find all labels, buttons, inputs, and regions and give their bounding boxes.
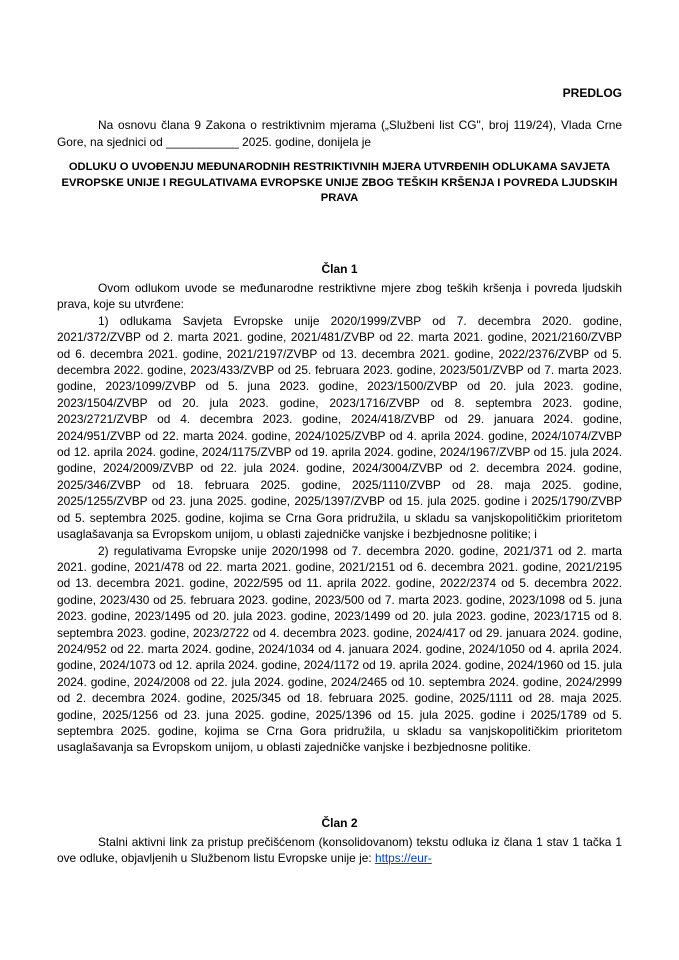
clan-2-body [57, 834, 622, 867]
clan-1-body [57, 280, 622, 756]
clan-1-item-1: 1) odlukama Savjeta Evropske unije 2020/1999/ZVBP od 7. decembra 2020. godine, 2021/372/ZVBP od 2. marta 2021. godine, 2021/481/ZVBP od 22. marta 2021. godine, 2021/2160/ZVBP od 6. decembra 2021. godine, 2021/2197/ZVBP od 13. decembra 2021. godine, 2022/2376/ZVBP od 5. decembra 2022. godine, 2023/433/ZVBP od 25. februara 2023. godine, 2023/501/ZVBP od 7. marta 2023. godine, 2023/1099/ZVBP od 5. juna 2023. godine, 2023/1500/ZVBP od 20. jula 2023. godine, 2023/1504/ZVBP od 20. jula 2023. godine, 2023/1716/ZVBP od 8. septembra 2023. godine, 2023/2721/ZVBP od 4. decembra 2023. godine, 2024/418/ZVBP od 29. januara 2024. godine, 2024/951/ZVBP od 22. marta 2024. godine, 2024/1025/ZVBP od 4. aprila 2024. godine, 2024/1074/ZVBP od 12. aprila 2024. godine, 2024/1175/ZVBP od 19. aprila 2024. godine, 2024/1967/ZVBP od 15. jula 2024. godine, 2024/2009/ZVBP od 22. jula 2024. godine, 2024/3004/ZVBP od 2. decembra 2024. godine, 2025/346/ZVBP od 18. februara 2025. godine, 2025/1110/ZVBP od 28. maja 2025. godine, 2025/1255/ZVBP od 23. juna 2025. godine, 2025/1397/ZVBP od 15. jula 2025. godine i 2025/1790/ZVBP od 5. septembra 2025. godine, kojima se Crna Gora pridružila, u skladu sa vanjskopolitičkim prioritetom usaglašavanja sa Evropskom unijom, u oblasti zajedničke vanjske i bezbjednosne politike; i [57, 313, 622, 542]
clan-1-intro: Ovom odlukom uvode se međunarodne restriktivne mjere zbog teških kršenja i povreda ljudskih prava, koje su utvrđene: [57, 281, 622, 312]
predlog-label: PREDLOG [562, 86, 622, 100]
eur-lex-link[interactable]: https://eur- [374, 851, 432, 866]
clan-2-heading: Član 2 [321, 816, 358, 830]
clan-1-heading: Član 1 [321, 262, 358, 276]
clan-2-text-content: Stalni aktivni link za pristup prečišćenom (konsolidovanom) tekstu odluka iz člana 1 stav 1 tačka 1 ove odluke, objavljenih u Službenom listu Evropske unije je: [57, 835, 622, 866]
clan-2-text [57, 834, 622, 867]
clan-1-item-2: 2) regulativama Evropske unije 2020/1998 od 7. decembra 2020. godine, 2021/371 od 2. marta 2021. godine, 2021/478 od 22. marta 2021. godine, 2021/2151 od 6. decembra 2021. godine, 2021/2195 od 13. decembra 2021. godine, 2022/595 od 11. aprila 2022. godine, 2022/2374 od 5. decembra 2022. godine, 2023/430 od 25. februara 2023. godine, 2023/500 od 7. marta 2023. godine, 2023/1098 od 5. juna 2023. godine, 2023/1495 od 20. jula 2023. godine, 2023/1499 od 20. jula 2023. godine, 2023/1715 od 8. septembra 2023. godine, 2023/2722 od 4. decembra 2023. godine, 2024/417 od 29. januara 2024. godine, 2024/952 od 22. marta 2024. godine, 2024/1034 od 4. januara 2024. godine, 2024/1050 od 4. aprila 2024. godine, 2024/1073 od 12. aprila 2024. godine, 2024/1172 od 19. aprila 2024. godine, 2024/1960 od 15. jula 2024. godine, 2024/2008 od 22. jula 2024. godine, 2024/2465 od 10. septembra 2024. godine, 2024/2999 od 2. decembra 2024. godine, 2025/345 od 18. februara 2025. godine, 2025/1111 od 28. maja 2025. godine, 2025/1256 od 23. juna 2025. godine, 2025/1396 od 15. jula 2025. godine i 2025/1789 od 5. septembra 2025. godine, kojima se Crna Gora pridružila, u skladu sa vanjskopolitičkim prioritetom usaglašavanja sa Evropskom unijom, u oblasti zajedničke vanjske i bezbjednosne politike. [57, 543, 622, 755]
decision-title: ODLUKU O UVOĐENJU MEĐUNARODNIH RESTRIKTIVNIH MJERA UTVRĐENIH ODLUKAMA SAVJETA EVROPSKE UNIJE I REGULATIVAMA EVROPSKE UNIJE ZBOG TEŠKIH KRŠENJA I POVREDA LJUDSKIH PRAVA [61, 161, 618, 204]
preamble-text: Na osnovu člana 9 Zakona o restriktivnim mjerama („Službeni list CG", broj 119/24), Vlada Crne Gore, na sjednici od ___________ 2025. godine, donijela je [57, 118, 622, 149]
preamble [57, 117, 622, 151]
